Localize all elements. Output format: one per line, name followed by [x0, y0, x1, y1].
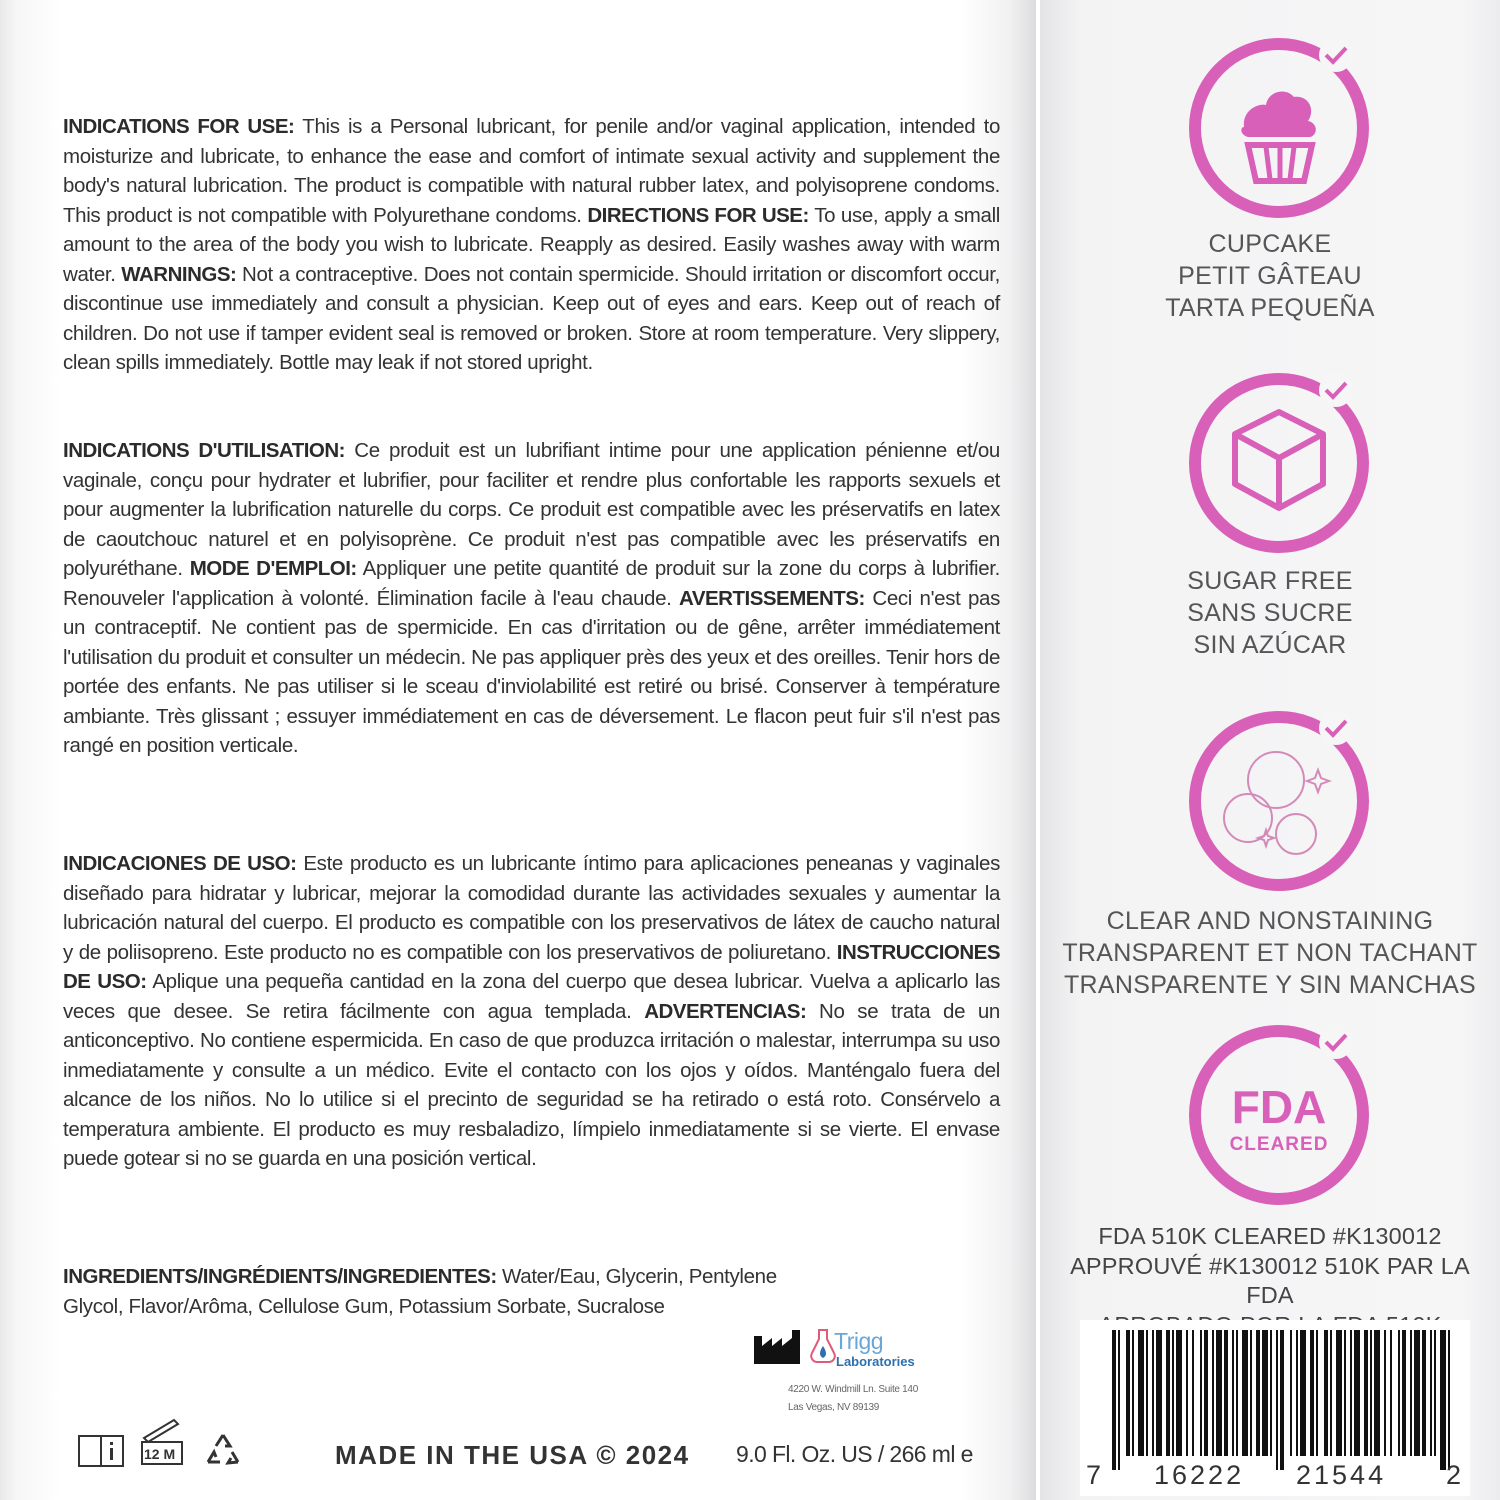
barcode-bar: [1310, 1330, 1314, 1456]
manufacturer-name: Trigg: [834, 1328, 884, 1354]
barcode-bar: [1364, 1330, 1368, 1456]
warnings-heading: WARNINGS:: [121, 262, 237, 286]
barcode-bar: [1324, 1330, 1328, 1456]
barcode-bar: [1374, 1330, 1380, 1456]
barcode-bar: [1276, 1330, 1278, 1470]
barcode-bar: [1176, 1330, 1182, 1456]
pao-icon: [138, 1416, 190, 1468]
barcode-bar: [1126, 1330, 1130, 1456]
indications-heading: INDICACIONES DE USO:: [63, 852, 297, 875]
manufacturer-subtitle: Laboratories: [836, 1354, 915, 1369]
fda-badge-small-text: CLEARED: [1229, 1134, 1329, 1155]
caption-line: FDA 510K CLEARED #K130012: [1098, 1223, 1442, 1249]
barcode-bar: [1448, 1330, 1450, 1470]
barcode-bar: [1350, 1330, 1352, 1456]
ingredients-text: Water/Eau, Glycerin, Pentylene Glycol, Flavor/Arôma, Cellulose Gum, Potassium Sorbate, Sucralose: [63, 1265, 777, 1318]
warnings-text: No se trata de un anticonceptivo. No contiene espermicida. En caso de que produzca irritación o malestar, interrumpa su uso inmediatamente y consulte a un médico. Evite el contacto con los ojos y oídos. Manténgalo fuera del alcance de los niños. No lo utilice si el precinto de seguridad se ha retirado o está roto. Consérvelo a temperatura ambiente. El producto es muy resbaladizo, límpielo inmediatamente si se vierte. El envase puede gotear si no se guarda en una posición vertical.: [63, 999, 1000, 1170]
barcode-bar: [1330, 1330, 1332, 1456]
instructions-book-icon: [77, 1428, 127, 1468]
barcode-bar: [1344, 1330, 1346, 1456]
barcode-bar: [1280, 1330, 1284, 1470]
factory-icon: [752, 1328, 802, 1364]
volume-statement: [736, 1441, 973, 1468]
fda-badge: [1186, 1022, 1372, 1208]
barcode-bar: [1236, 1330, 1238, 1456]
ingredients-block: [63, 1262, 823, 1321]
caption-line: TRANSPARENTE Y SIN MANCHAS: [1063, 971, 1477, 999]
caption-line: SIN AZÚCAR: [1193, 631, 1347, 659]
barcode-bar: [1316, 1330, 1318, 1456]
cupcake-badge-icon: [1186, 35, 1372, 221]
directions-heading: INSTRUCCIONES DE USO:: [63, 940, 1000, 993]
estimated-sign: e: [960, 1441, 973, 1467]
warnings-text: Ceci n'est pas un contraceptif. Ne contient pas de spermicide. En cas d'irritation ou de gêne, arrêter immédiatement l'utilisation du produit et consulter un médecin. Ne pas appliquer près des yeux et des oreilles. Tenir hors de portée des enfants. Ne pas utiliser si le sceau d'inviolabilité est retiré ou brisé. Conserver à température ambiante. Très glissant ; essuyer immédiatement en cas de déversement. Le flacon peut fuir s'il n'est pas rangé en position verticale.: [63, 586, 1001, 757]
barcode-bar: [1270, 1330, 1272, 1456]
caption-line: TARTA PEQUEÑA: [1165, 294, 1375, 322]
barcode-bar: [1256, 1330, 1260, 1456]
caption-line: APPROUVÉ #K130012 510K PAR LA FDA: [1070, 1252, 1470, 1308]
barcode-bar: [1132, 1330, 1134, 1456]
fda-badge-big-text: FDA: [1231, 1081, 1327, 1133]
barcode-bar: [1354, 1330, 1360, 1456]
sugar-free-caption: [1050, 565, 1490, 661]
barcode-bar: [1118, 1330, 1120, 1470]
barcode-bar: [1156, 1330, 1162, 1456]
ingredients-heading: INGREDIENTS/INGRÉDIENTS/INGREDIENTES:: [63, 1265, 497, 1288]
barcode-bar: [1440, 1330, 1446, 1470]
barcode-bar: [1262, 1330, 1268, 1456]
flask-logo-icon: [810, 1328, 836, 1364]
directions-heading: DIRECTIONS FOR USE:: [587, 203, 809, 227]
directions-text: Appliquer une petite quantité de produit sur la zone du corps à lubrifier. Renouveler l'application à volonté. Élimination facile à l'eau chaude.: [63, 557, 1000, 610]
directions-text: Aplique una pequeña cantidad en la zona del cuerpo que desea lubricar. Vuelva a aplicarlo las veces que desee. Se retira fácilmente con agua templada.: [63, 970, 1000, 1023]
barcode-bar: [1186, 1330, 1188, 1456]
warnings-text: Not a contraceptive. Does not contain spermicide. Should irritation or discomfort occur, discontinue use immediately and consult a physician. Keep out of eyes and ears. Keep out of reach of children. Do not use if tamper evident seal is removed or broken. Store at room temperature. Very slippery, clean spills immediately. Bottle may leak if not stored upright.: [63, 262, 1000, 374]
barcode-bar: [1422, 1330, 1426, 1456]
barcode-bar: [1290, 1330, 1292, 1456]
caption-line: TRANSPARENT ET NON TACHANT: [1062, 939, 1478, 967]
warnings-heading: ADVERTENCIAS:: [644, 999, 807, 1023]
barcode: [1080, 1320, 1470, 1496]
barcode-bar: [1172, 1330, 1174, 1456]
barcode-bar: [1300, 1330, 1306, 1456]
address-line-2: Las Vegas, NV 89139: [788, 1402, 880, 1413]
barcode-bar: [1212, 1330, 1214, 1456]
caption-line: CLEAR AND NONSTAINING: [1106, 907, 1434, 935]
barcode-bars: [1112, 1330, 1452, 1470]
english-text-block: [63, 112, 1000, 378]
cupcake-caption: [1050, 228, 1490, 324]
barcode-group-2: 21544: [1296, 1460, 1387, 1490]
barcode-bar: [1146, 1330, 1148, 1456]
caption-line: SUGAR FREE: [1187, 567, 1353, 595]
barcode-first-digit: 7: [1086, 1460, 1105, 1490]
barcode-bar: [1152, 1330, 1154, 1456]
barcode-bar: [1138, 1330, 1144, 1456]
barcode-bar: [1430, 1330, 1432, 1456]
barcode-bar: [1112, 1330, 1116, 1470]
indications-text: Ce produit est un lubrifiant intime pour une application pénienne et/ou vaginale, conçu pour hydrater et lubrifier, pour faciliter et rendre plus confortable les rapports sexuels et pour augmenter la lubrification naturelle du corps. Ce produit est compatible avec les préservatifs en latex de caoutchouc naturel et en polyisoprène. Ce produit n'est pas compatible avec les préservatifs en polyuréthane.: [63, 439, 1000, 580]
barcode-bar: [1414, 1330, 1420, 1456]
warnings-heading: AVERTISSEMENTS:: [679, 586, 865, 610]
barcode-bar: [1336, 1330, 1342, 1456]
indications-heading: INDICATIONS D'UTILISATION:: [63, 439, 346, 462]
barcode-bar: [1216, 1330, 1222, 1456]
barcode-bar: [1296, 1330, 1298, 1456]
barcode-bar: [1434, 1330, 1436, 1456]
caption-line: PETIT GÂTEAU: [1178, 262, 1362, 290]
barcode-bar: [1204, 1330, 1208, 1456]
directions-heading: MODE D'EMPLOI:: [189, 557, 357, 580]
barcode-bar: [1390, 1330, 1392, 1456]
barcode-bar: [1166, 1330, 1170, 1456]
indications-text: Este producto es un lubricante íntimo para aplicaciones peneanas y vaginales diseñado para hidratar y lubricar, mejorar la comodidad durante las actividades sexuales y aumentar la lubricación natural del cuerpo. El producto es compatible con los preservativos de látex de caucho natural y de poliisopreno. Este producto no es compatible con los preservativos de poliuretano.: [63, 852, 1000, 964]
bubbles-badge-icon: [1186, 708, 1372, 894]
barcode-bar: [1192, 1330, 1194, 1456]
address-line-1: 4220 W. Windmill Ln. Suite 140: [788, 1384, 918, 1395]
indications-heading: INDICATIONS FOR USE:: [63, 115, 295, 138]
recycle-icon: [203, 1432, 243, 1468]
indications-text: This is a Personal lubricant, for penile and/or vaginal application, intended to moisturize and lubricate, to enhance the ease and comfort of intimate sexual activity and supplement the body's natural lubrication. The product is compatible with natural rubber latex, and polyisoprene condoms. This product is not compatible with Polyurethane condoms.: [63, 115, 1000, 227]
spanish-text-block: [63, 849, 1000, 1174]
barcode-bar: [1402, 1330, 1406, 1456]
barcode-group-1: 16222: [1154, 1460, 1245, 1490]
barcode-bar: [1224, 1330, 1228, 1456]
barcode-last-digit: 2: [1446, 1460, 1465, 1490]
made-in-usa: MADE IN THE USA © 2024: [335, 1440, 690, 1470]
french-text-block: [63, 436, 1000, 761]
barcode-bar: [1250, 1330, 1252, 1456]
sugar-cube-badge-icon: [1186, 370, 1372, 556]
manufacturer-block: [752, 1320, 1012, 1420]
pao-label: 12 M: [144, 1446, 176, 1462]
clear-caption: [1050, 905, 1490, 1001]
barcode-bar: [1370, 1330, 1372, 1456]
barcode-bar: [1242, 1330, 1248, 1456]
barcode-bar: [1398, 1330, 1400, 1456]
directions-text: To use, apply a small amount to the area of the body you wish to lubricate. Reapply as desired. Easily washes away with warm water.: [63, 203, 1000, 286]
barcode-bar: [1232, 1330, 1234, 1456]
barcode-bar: [1384, 1330, 1386, 1456]
barcode-bar: [1200, 1330, 1202, 1456]
volume-text: 9.0 Fl. Oz. US / 266 ml: [736, 1441, 955, 1467]
caption-line: SANS SUCRE: [1187, 599, 1353, 627]
barcode-bar: [1410, 1330, 1412, 1456]
caption-line: CUPCAKE: [1208, 230, 1332, 258]
